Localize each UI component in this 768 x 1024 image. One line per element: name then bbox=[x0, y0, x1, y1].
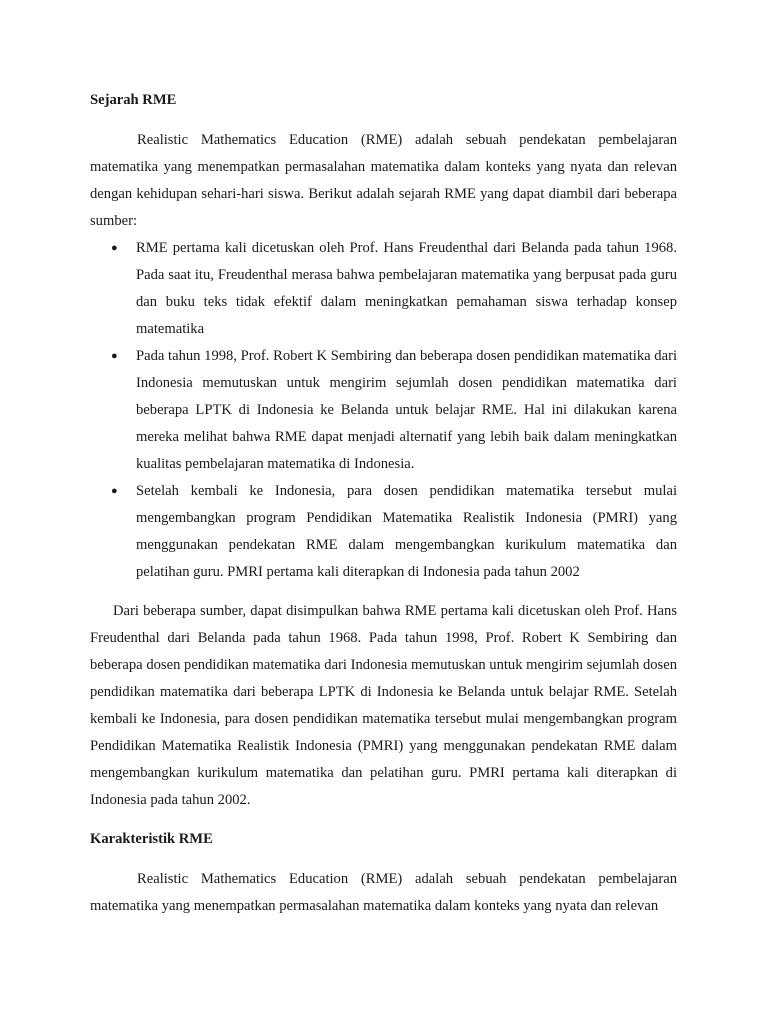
list-item-text: Setelah kembali ke Indonesia, para dosen pendidikan matematika tersebut mulai mengembangkan program Pendidikan Matematika Realistik Indonesia (PMRI) yang menggunakan pendekatan RME dalam mengembangkan kurikulum matematika dan pelatihan guru. PMRI pertama kali diterapkan di Indonesia pada tahun 2002 bbox=[136, 483, 677, 580]
karakteristik-intro-paragraph: Realistic Mathematics Education (RME) adalah sebuah pendekatan pembelajaran matematika yang menempatkan permasalahan matematika dalam konteks yang nyata dan relevan bbox=[90, 871, 677, 914]
list-item-text: Pada tahun 1998, Prof. Robert K Sembiring dan beberapa dosen pendidikan matematika dari Indonesia memutuskan untuk mengirim sejumlah dosen pendidikan matematika dari beberapa LPTK di Indonesia ke Belanda untuk belajar RME. Hal ini dilakukan karena mereka melihat bahwa RME dapat menjadi alternatif yang lebih baik dalam meningkatkan kualitas pembelajaran matematika di Indonesia. bbox=[136, 348, 677, 472]
section-heading-karakteristik: Karakteristik RME bbox=[90, 831, 213, 847]
history-bullet-list bbox=[90, 235, 677, 586]
list-item bbox=[90, 343, 677, 478]
list-item bbox=[90, 235, 677, 343]
intro-paragraph: Realistic Mathematics Education (RME) adalah sebuah pendekatan pembelajaran matematika yang menempatkan permasalahan matematika dalam konteks yang nyata dan relevan dengan kehidupan sehari-hari siswa. Berikut adalah sejarah RME yang dapat diambil dari beberapa sumber: bbox=[90, 132, 677, 229]
bullet-icon: ● bbox=[111, 485, 118, 497]
bullet-icon: ● bbox=[111, 242, 118, 254]
section-heading-sejarah: Sejarah RME bbox=[90, 92, 177, 108]
bullet-icon: ● bbox=[111, 350, 118, 362]
conclusion-paragraph: Dari beberapa sumber, dapat disimpulkan bahwa RME pertama kali dicetuskan oleh Prof. Hans Freudenthal dari Belanda pada tahun 1968. Pada tahun 1998, Prof. Robert K Sembiring dan beberapa dosen pendidikan matematika dari Indonesia memutuskan untuk mengirim sejumlah dosen pendidikan matematika dari beberapa LPTK di Indonesia ke Belanda untuk belajar RME. Setelah kembali ke Indonesia, para dosen pendidikan matematika tersebut mulai mengembangkan program Pendidikan Matematika Realistik Indonesia (PMRI) yang menggunakan pendekatan RME dalam mengembangkan kurikulum matematika dan pelatihan guru. PMRI pertama kali diterapkan di Indonesia pada tahun 2002. bbox=[90, 603, 677, 808]
document-page bbox=[90, 87, 677, 920]
list-item bbox=[90, 478, 677, 586]
list-item-text: RME pertama kali dicetuskan oleh Prof. Hans Freudenthal dari Belanda pada tahun 1968. Pada saat itu, Freudenthal merasa bahwa pembelajaran matematika yang berpusat pada guru dan buku teks tidak efektif dalam meningkatkan pemahaman siswa terhadap konsep matematika bbox=[136, 240, 677, 337]
